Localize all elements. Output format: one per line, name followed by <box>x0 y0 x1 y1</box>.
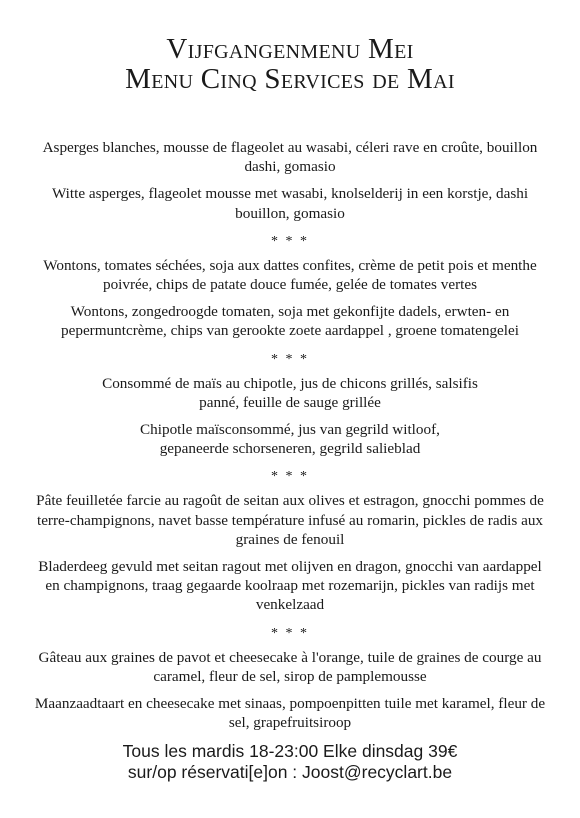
reservation-contact: sur/op réservati[e]on : Joost@recyclart.be <box>127 762 453 782</box>
course-list <box>30 138 550 732</box>
course-1 <box>30 138 550 223</box>
course-description-fr: Pâte feuilletée farcie au ragoût de seitan aux olives et estragon, gnocchi pommes de terre-champignons, navet basse température infusé au romarin, pickles de radis aux graines de fenouil <box>36 492 544 548</box>
course-description-nl: Maanzaadtaart en cheesecake met sinaas, pompoenpitten tuile met karamel, fleur de sel, grapefruitsiroop <box>34 695 546 732</box>
course-5 <box>30 648 550 733</box>
course-description-fr: Wontons, tomates séchées, soja aux dattes confites, crème de petit pois et menthe poivrée, chips de patate douce fumée, gelée de tomates vertes <box>43 256 537 294</box>
course-description-nl: Chipotle maïsconsommé, jus van gegrild witloof, gepaneerde schorseneren, gegrild salieblad <box>140 421 440 458</box>
course-4 <box>30 491 550 614</box>
course-separator: * * * <box>271 625 309 641</box>
course-3 <box>30 374 550 459</box>
title-dutch: Vijfgangenmenu Mei <box>166 33 414 65</box>
course-description-nl: Wontons, zongedroogde tomaten, soja met gekonfijte dadels, erwten- en pepermuntcrème, chips van gerookte zoete aardappel , groene tomatengelei <box>61 303 519 340</box>
course-description-fr: Gâteau aux graines de pavot et cheesecake à l'orange, tuile de graines de courge au caramel, fleur de sel, sirop de pamplemousse <box>38 648 542 685</box>
menu-title <box>0 34 580 94</box>
course-description-fr: Consommé de maïs au chipotle, jus de chicons grillés, salsifis panné, feuille de sauge grillée <box>102 374 478 411</box>
course-2 <box>30 256 550 341</box>
course-description-nl: Witte asperges, flageolet mousse met wasabi, knolselderij in een korstje, dashi bouillon, gomasio <box>51 185 529 222</box>
schedule-price: Tous les mardis 18-23:00 Elke dinsdag 39€ <box>122 741 458 761</box>
course-description-fr: Asperges blanches, mousse de flageolet au wasabi, céleri rave en croûte, bouillon dashi, gomasio <box>42 139 538 176</box>
course-separator: * * * <box>271 469 309 485</box>
menu-footer <box>0 741 580 783</box>
title-french: Menu Cinq Services de Mai <box>125 63 455 95</box>
course-separator: * * * <box>271 351 309 367</box>
course-description-nl: Bladerdeeg gevuld met seitan ragout met olijven en dragon, gnocchi van aardappel en champignons, traag gegaarde koolraap met rozemarijn, pickles van radijs met venkelzaad <box>38 558 542 614</box>
course-separator: * * * <box>271 233 309 249</box>
